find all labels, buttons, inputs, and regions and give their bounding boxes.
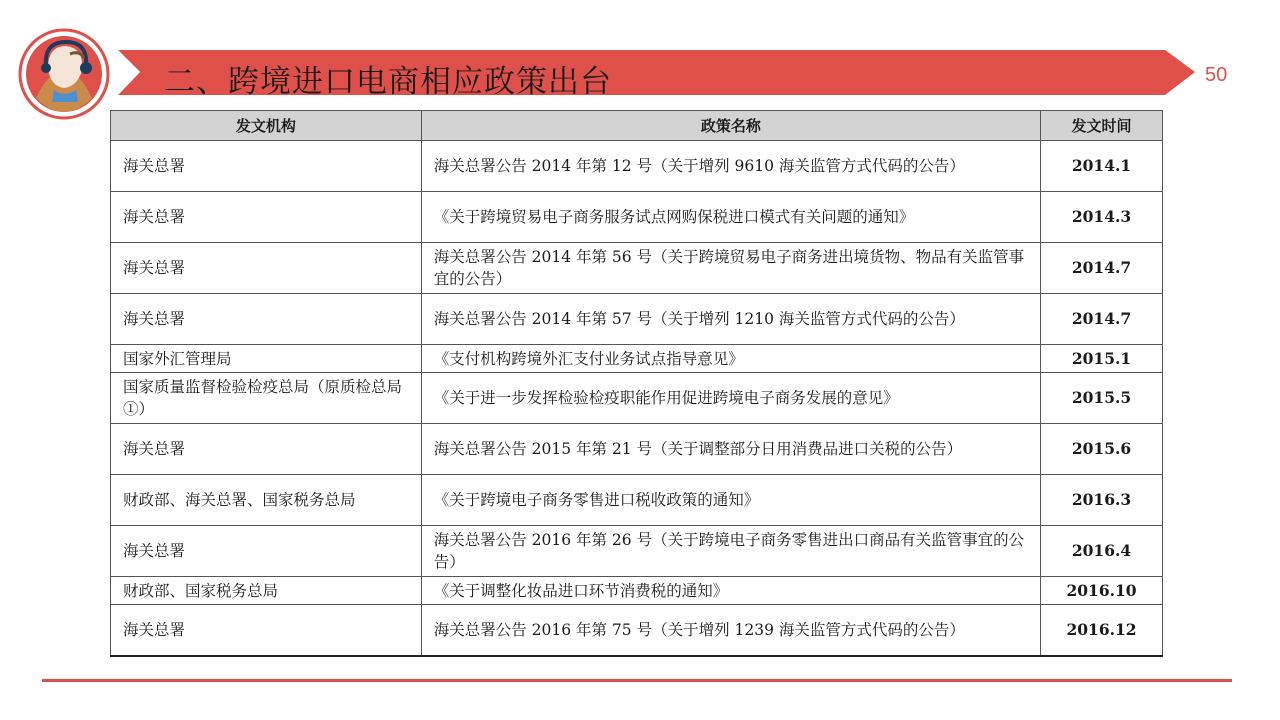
cell-date: 2014.7 — [1041, 243, 1163, 294]
cell-org: 国家外汇管理局 — [111, 345, 422, 373]
table-row — [111, 526, 1163, 577]
table-row — [111, 192, 1163, 243]
cell-org: 海关总署 — [111, 141, 422, 192]
table-row — [111, 243, 1163, 294]
cell-date: 2014.1 — [1041, 141, 1163, 192]
table-row — [111, 424, 1163, 475]
customer-service-logo — [18, 28, 110, 120]
table-row — [111, 373, 1163, 424]
table-row — [111, 605, 1163, 657]
policy-table — [110, 110, 1163, 657]
cell-org: 海关总署 — [111, 192, 422, 243]
cell-date: 2016.12 — [1041, 605, 1163, 657]
cell-policy: 海关总署公告 2015 年第 21 号（关于调整部分日用消费品进口关税的公告） — [421, 424, 1040, 475]
cell-policy: 《关于跨境电子商务零售进口税收政策的通知》 — [421, 475, 1040, 526]
cell-org: 海关总署 — [111, 294, 422, 345]
header-policy: 政策名称 — [421, 111, 1040, 141]
cell-policy: 海关总署公告 2014 年第 57 号（关于增列 1210 海关监管方式代码的公告） — [421, 294, 1040, 345]
cell-date: 2016.3 — [1041, 475, 1163, 526]
cell-org: 财政部、国家税务总局 — [111, 577, 422, 605]
cell-policy: 《支付机构跨境外汇支付业务试点指导意见》 — [421, 345, 1040, 373]
table-row — [111, 577, 1163, 605]
cell-policy: 《关于调整化妆品进口环节消费税的通知》 — [421, 577, 1040, 605]
table-row — [111, 141, 1163, 192]
table-row — [111, 294, 1163, 345]
cell-org: 海关总署 — [111, 424, 422, 475]
header-date: 发文时间 — [1041, 111, 1163, 141]
table-row — [111, 475, 1163, 526]
cell-policy: 海关总署公告 2016 年第 75 号（关于增列 1239 海关监管方式代码的公告） — [421, 605, 1040, 657]
cell-date: 2015.5 — [1041, 373, 1163, 424]
cell-date: 2015.6 — [1041, 424, 1163, 475]
slide-title: 二、跨境进口电商相应政策出台 — [164, 64, 612, 100]
cell-policy: 《关于进一步发挥检验检疫职能作用促进跨境电子商务发展的意见》 — [421, 373, 1040, 424]
cell-policy: 《关于跨境贸易电子商务服务试点网购保税进口模式有关问题的通知》 — [421, 192, 1040, 243]
cell-org: 海关总署 — [111, 243, 422, 294]
header-org: 发文机构 — [111, 111, 422, 141]
cell-org: 海关总署 — [111, 605, 422, 657]
cell-org: 财政部、海关总署、国家税务总局 — [111, 475, 422, 526]
cell-policy: 海关总署公告 2014 年第 56 号（关于跨境贸易电子商务进出境货物、物品有关监管事宜的公告） — [421, 243, 1040, 294]
cell-date: 2014.7 — [1041, 294, 1163, 345]
table-row — [111, 345, 1163, 373]
cell-date: 2016.10 — [1041, 577, 1163, 605]
table-header-row — [111, 111, 1163, 141]
cell-org: 海关总署 — [111, 526, 422, 577]
cell-date: 2014.3 — [1041, 192, 1163, 243]
bottom-divider — [42, 679, 1232, 682]
page-number: 50 — [1205, 64, 1228, 86]
cell-policy: 海关总署公告 2014 年第 12 号（关于增列 9610 海关监管方式代码的公告） — [421, 141, 1040, 192]
cell-policy: 海关总署公告 2016 年第 26 号（关于跨境电子商务零售进出口商品有关监管事宜的公告） — [421, 526, 1040, 577]
cell-date: 2015.1 — [1041, 345, 1163, 373]
cell-org: 国家质量监督检验检疫总局（原质检总局①） — [111, 373, 422, 424]
cell-date: 2016.4 — [1041, 526, 1163, 577]
